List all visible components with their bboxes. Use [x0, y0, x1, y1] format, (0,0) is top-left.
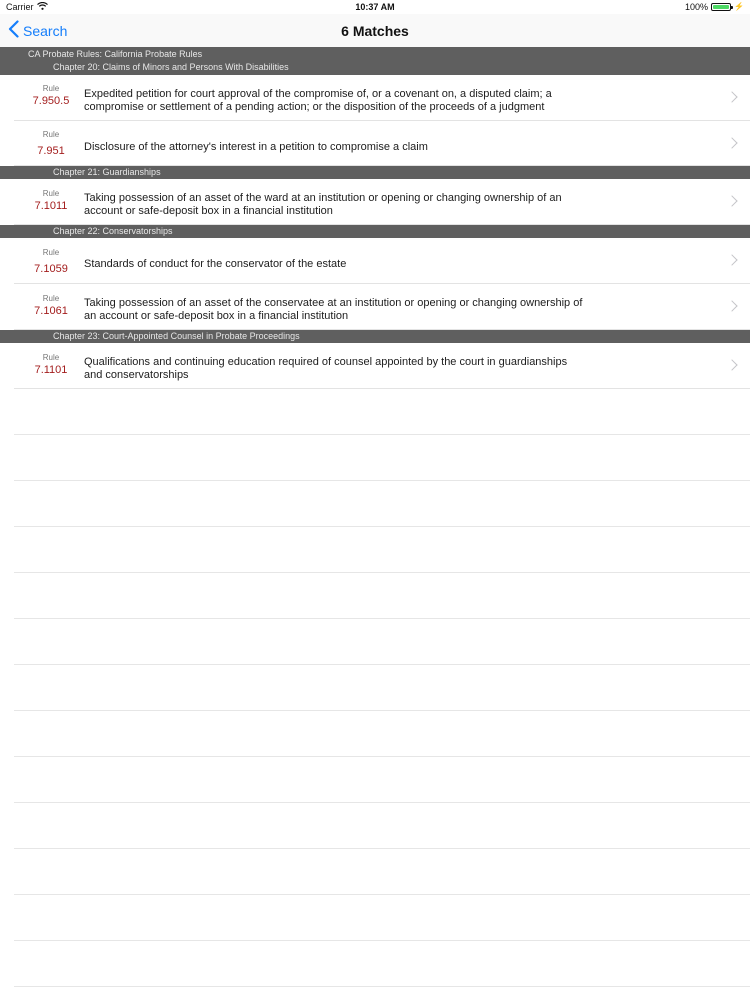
rule-column	[28, 189, 74, 212]
results-list	[0, 47, 750, 987]
rule-number: 7.1059	[34, 263, 68, 275]
empty-row	[14, 573, 750, 619]
chevron-right-icon	[726, 254, 737, 265]
rule-description-line: Qualifications and continuing education required of counsel appointed by the court in guardianships	[84, 356, 568, 368]
section-header	[0, 47, 750, 75]
rule-description	[84, 258, 644, 271]
rule-description	[84, 297, 644, 323]
section-header	[0, 225, 750, 238]
empty-row	[14, 665, 750, 711]
empty-row	[14, 619, 750, 665]
section-subtitle: Chapter 20: Claims of Minors and Persons With Disabilities	[53, 62, 289, 72]
rule-description-line: account or safe-deposit box in a financial institution	[84, 205, 333, 217]
rule-description-line: Taking possession of an asset of the conservatee at an institution or opening or changing ownership of	[84, 297, 583, 309]
chevron-right-icon	[726, 137, 737, 148]
rule-number: 7.1101	[34, 364, 68, 376]
rule-description-line: Expedited petition for court approval of the compromise of, or a covenant on, a disputed claim; a	[84, 88, 552, 100]
list-item[interactable]	[14, 284, 750, 330]
section-subtitle: Chapter 22: Conservatorships	[53, 226, 173, 236]
section-subtitle: Chapter 23: Court-Appointed Counsel in Probate Proceedings	[53, 331, 300, 341]
chevron-right-icon	[726, 300, 737, 311]
rule-description-line: and conservatorships	[84, 369, 189, 381]
rule-label: Rule	[42, 189, 60, 198]
page-title: 6 Matches	[341, 23, 409, 39]
rule-description	[84, 192, 644, 218]
rule-description	[84, 88, 644, 114]
empty-row	[14, 481, 750, 527]
rule-label: Rule	[42, 84, 60, 93]
section-title: CA Probate Rules: California Probate Rules	[28, 49, 203, 59]
rule-number: 7.1011	[34, 200, 68, 212]
status-bar	[0, 0, 750, 14]
empty-row	[14, 941, 750, 987]
rule-label: Rule	[42, 248, 60, 257]
chevron-right-icon	[726, 91, 737, 102]
rule-column	[28, 353, 74, 376]
list-item[interactable]	[14, 238, 750, 284]
battery-icon	[711, 3, 731, 11]
status-right	[685, 2, 744, 12]
empty-row	[14, 757, 750, 803]
empty-row	[14, 435, 750, 481]
rule-description-line: Taking possession of an asset of the ward at an institution or opening or changing ownership of an	[84, 192, 562, 204]
rule-number: 7.950.5	[32, 95, 70, 107]
section-subtitle: Chapter 21: Guardianships	[53, 167, 161, 177]
rule-number: 7.951	[37, 145, 65, 157]
rule-label: Rule	[42, 294, 60, 303]
carrier-label: Carrier	[6, 2, 34, 12]
chevron-right-icon	[726, 195, 737, 206]
rule-number: 7.1061	[34, 305, 68, 317]
rule-description-line: Standards of conduct for the conservator of the estate	[84, 258, 347, 270]
list-item[interactable]	[14, 179, 750, 225]
rule-column	[28, 294, 74, 317]
charging-icon: ⚡	[734, 2, 744, 11]
status-time: 10:37 AM	[355, 2, 395, 12]
empty-row	[14, 895, 750, 941]
rule-description-line: an account or safe-deposit box in a financial institution	[84, 310, 349, 322]
rule-description	[84, 141, 644, 154]
rule-column	[28, 248, 74, 275]
rule-description	[84, 356, 644, 382]
rule-description-line: Disclosure of the attorney's interest in a petition to compromise a claim	[84, 141, 428, 153]
back-button-label: Search	[23, 22, 68, 39]
section-header	[0, 330, 750, 343]
chevron-right-icon	[726, 359, 737, 370]
rule-column	[28, 130, 74, 157]
list-item[interactable]	[14, 75, 750, 121]
section-header	[0, 166, 750, 179]
empty-row	[14, 389, 750, 435]
empty-row	[14, 849, 750, 895]
empty-row	[14, 527, 750, 573]
rule-label: Rule	[42, 130, 60, 139]
rule-label: Rule	[42, 353, 60, 362]
battery-percent: 100%	[685, 2, 709, 12]
list-item[interactable]	[14, 343, 750, 389]
empty-row	[14, 803, 750, 849]
empty-row	[14, 711, 750, 757]
rule-column	[28, 84, 74, 107]
list-item[interactable]	[14, 121, 750, 166]
navigation-bar	[0, 14, 750, 48]
battery-fill	[713, 5, 729, 9]
rule-description-line: compromise or settlement of a pending action; or the disposition of the proceeds of a judgment	[84, 101, 545, 113]
